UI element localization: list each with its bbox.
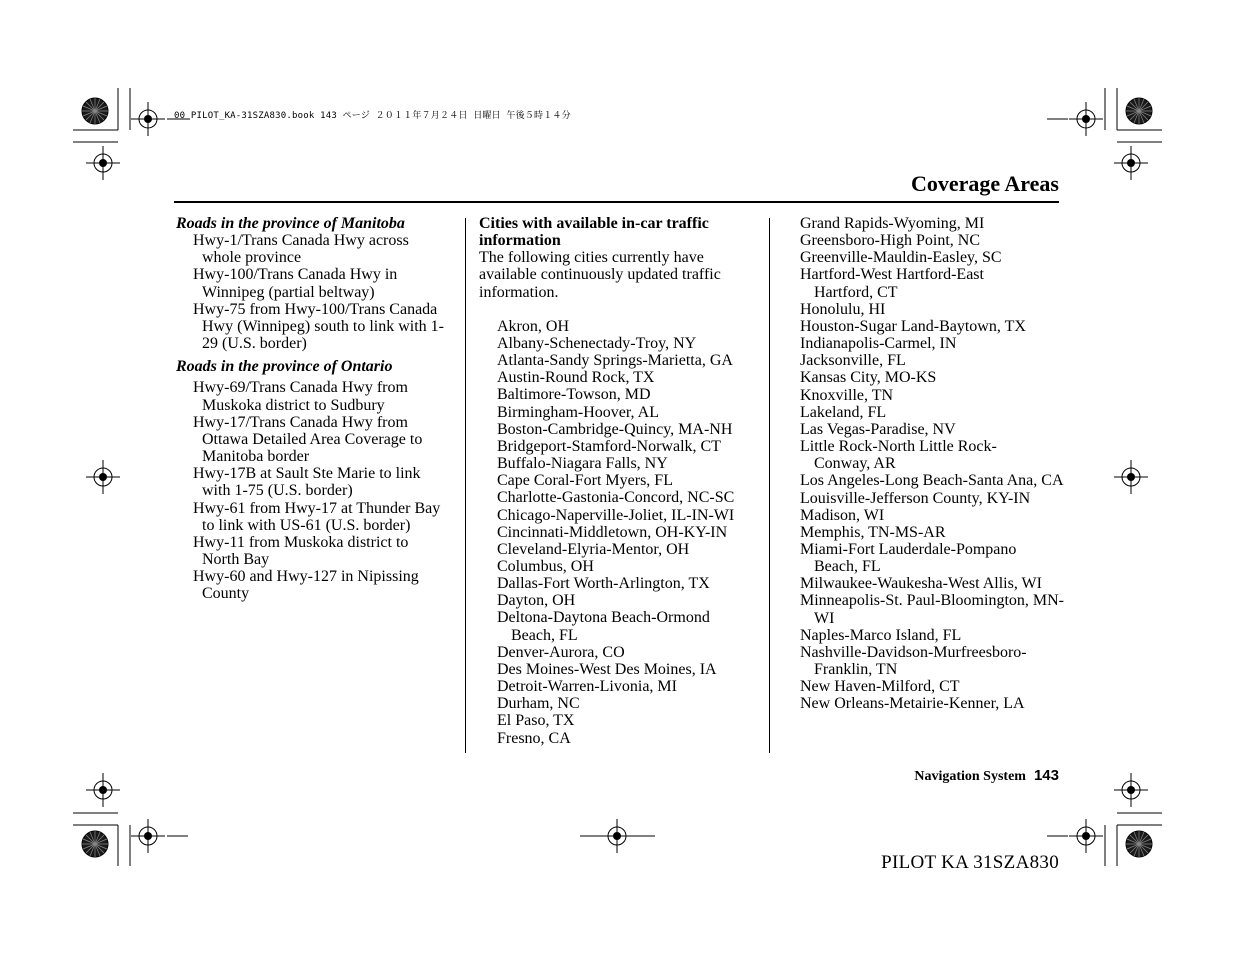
road-item: Hwy-75 from Hwy-100/Trans Canada Hwy (Winnipeg) south to link with 1-29 (U.S. border) bbox=[193, 300, 444, 353]
city-item: Grand Rapids-Wyoming, MI bbox=[800, 215, 985, 232]
city-item: Boston-Cambridge-Quincy, MA-NH bbox=[497, 420, 733, 438]
city-item: Des Moines-West Des Moines, IA bbox=[497, 660, 717, 678]
city-item: Louisville-Jefferson County, KY-IN bbox=[800, 489, 1031, 507]
city-item: Dayton, OH bbox=[497, 592, 576, 610]
city-item: Madison, WI bbox=[800, 506, 885, 524]
city-item: Memphis, TN-MS-AR bbox=[800, 523, 946, 541]
city-item: Little Rock-North Little Rock-Conway, AR bbox=[800, 438, 997, 473]
city-item: Atlanta-Sandy Springs-Marietta, GA bbox=[497, 352, 733, 370]
city-item: Kansas City, MO-KS bbox=[800, 369, 937, 387]
right-column bbox=[800, 215, 1068, 713]
model-code: PILOT KA 31SZA830 bbox=[881, 852, 1059, 873]
road-item: Hwy-60 and Hwy-127 in Nipissing County bbox=[193, 568, 419, 603]
city-item: Akron, OH bbox=[497, 317, 569, 335]
city-item: Charlotte-Gastonia-Concord, NC-SC bbox=[497, 489, 735, 507]
city-item: Chicago-Naperville-Joliet, IL-IN-WI bbox=[497, 506, 735, 524]
city-item: New Haven-Milford, CT bbox=[800, 678, 960, 696]
page-title: Coverage Areas bbox=[910, 171, 1059, 196]
footer-section-label: Navigation System bbox=[914, 769, 1026, 784]
city-item: Las Vegas-Paradise, NV bbox=[800, 420, 956, 438]
road-item: Hwy-17B at Sault Ste Marie to link with 1-75 (U.S. border) bbox=[193, 465, 421, 500]
city-item: Deltona-Daytona Beach-Ormond Beach, FL bbox=[497, 609, 710, 644]
city-item: Nashville-Davidson-Murfreesboro-Franklin, TN bbox=[800, 643, 1027, 679]
city-item: Durham, NC bbox=[497, 695, 580, 713]
city-item: Los Angeles-Long Beach-Santa Ana, CA bbox=[800, 472, 1064, 490]
page-footer bbox=[914, 767, 1059, 785]
traffic-city-list bbox=[497, 318, 764, 747]
city-item: Honolulu, HI bbox=[800, 300, 886, 318]
city-item: Greensboro-High Point, NC bbox=[800, 232, 980, 250]
left-column bbox=[176, 215, 446, 602]
city-item: Milwaukee-Waukesha-West Allis, WI bbox=[800, 575, 1042, 593]
city-item: Bridgeport-Stamford-Norwalk, CT bbox=[497, 437, 721, 455]
city-item: Knoxville, TN bbox=[800, 386, 894, 404]
city-item: Denver-Aurora, CO bbox=[497, 643, 625, 661]
road-item: Hwy-11 from Muskoka district to North Bay bbox=[193, 533, 409, 568]
traffic-cities-heading: Cities with available in-car traffic information bbox=[479, 215, 709, 250]
group-heading: Roads in the province of Manitoba bbox=[176, 215, 405, 232]
city-item: Detroit-Warren-Livonia, MI bbox=[497, 678, 677, 696]
road-item: Hwy-61 from Hwy-17 at Thunder Bay to link with US-61 (U.S. border) bbox=[193, 499, 441, 534]
city-item: Cleveland-Elyria-Mentor, OH bbox=[497, 540, 690, 558]
road-item: Hwy-69/Trans Canada Hwy from Muskoka district to Sudbury bbox=[193, 379, 408, 414]
group-heading: Roads in the province of Ontario bbox=[176, 358, 393, 376]
city-item: Houston-Sugar Land-Baytown, TX bbox=[800, 317, 1026, 335]
column-divider bbox=[769, 218, 770, 753]
city-item: Dallas-Fort Worth-Arlington, TX bbox=[497, 575, 710, 593]
city-item: Indianapolis-Carmel, IN bbox=[800, 335, 957, 353]
city-item: Buffalo-Niagara Falls, NY bbox=[497, 455, 668, 473]
city-item: El Paso, TX bbox=[497, 712, 575, 730]
group-ontario bbox=[176, 358, 446, 602]
middle-column bbox=[479, 215, 764, 747]
city-item: Greenville-Mauldin-Easley, SC bbox=[800, 249, 1002, 267]
city-item: Jacksonville, FL bbox=[800, 352, 906, 370]
group-manitoba bbox=[176, 215, 446, 352]
title-divider bbox=[174, 201, 1059, 203]
traffic-cities-intro: The following cities currently have available continuously updated traffic information. bbox=[479, 249, 721, 301]
city-item: Baltimore-Towson, MD bbox=[497, 386, 651, 404]
city-item: Columbus, OH bbox=[497, 557, 594, 575]
print-header-line: 00 PILOT_KA-31SZA830.book 143 ページ ２０１１年７月２４日 日曜日 午後５時１４分 bbox=[174, 111, 571, 121]
city-item: Albany-Schenectady-Troy, NY bbox=[497, 334, 697, 352]
city-item: Lakeland, FL bbox=[800, 403, 887, 421]
page-number: 143 bbox=[1033, 767, 1059, 784]
column-divider bbox=[465, 218, 466, 753]
city-item: Cape Coral-Fort Myers, FL bbox=[497, 472, 673, 490]
city-item: Cincinnati-Middletown, OH-KY-IN bbox=[497, 523, 728, 541]
road-item: Hwy-100/Trans Canada Hwy in Winnipeg (partial beltway) bbox=[193, 266, 398, 301]
city-item: Birmingham-Hoover, AL bbox=[497, 403, 659, 421]
city-item: Hartford-West Hartford-East Hartford, CT bbox=[800, 266, 984, 301]
city-item: Miami-Fort Lauderdale-Pompano Beach, FL bbox=[800, 540, 1017, 576]
city-item: Austin-Round Rock, TX bbox=[497, 369, 655, 387]
city-item: Minneapolis-St. Paul-Bloomington, MN-WI bbox=[800, 592, 1064, 627]
city-item: Fresno, CA bbox=[497, 729, 571, 747]
city-item: Naples-Marco Island, FL bbox=[800, 626, 962, 644]
road-item: Hwy-1/Trans Canada Hwy across whole province bbox=[193, 232, 409, 267]
road-item: Hwy-17/Trans Canada Hwy from Ottawa Detailed Area Coverage to Manitoba border bbox=[193, 413, 423, 466]
city-item: New Orleans-Metairie-Kenner, LA bbox=[800, 695, 1025, 713]
